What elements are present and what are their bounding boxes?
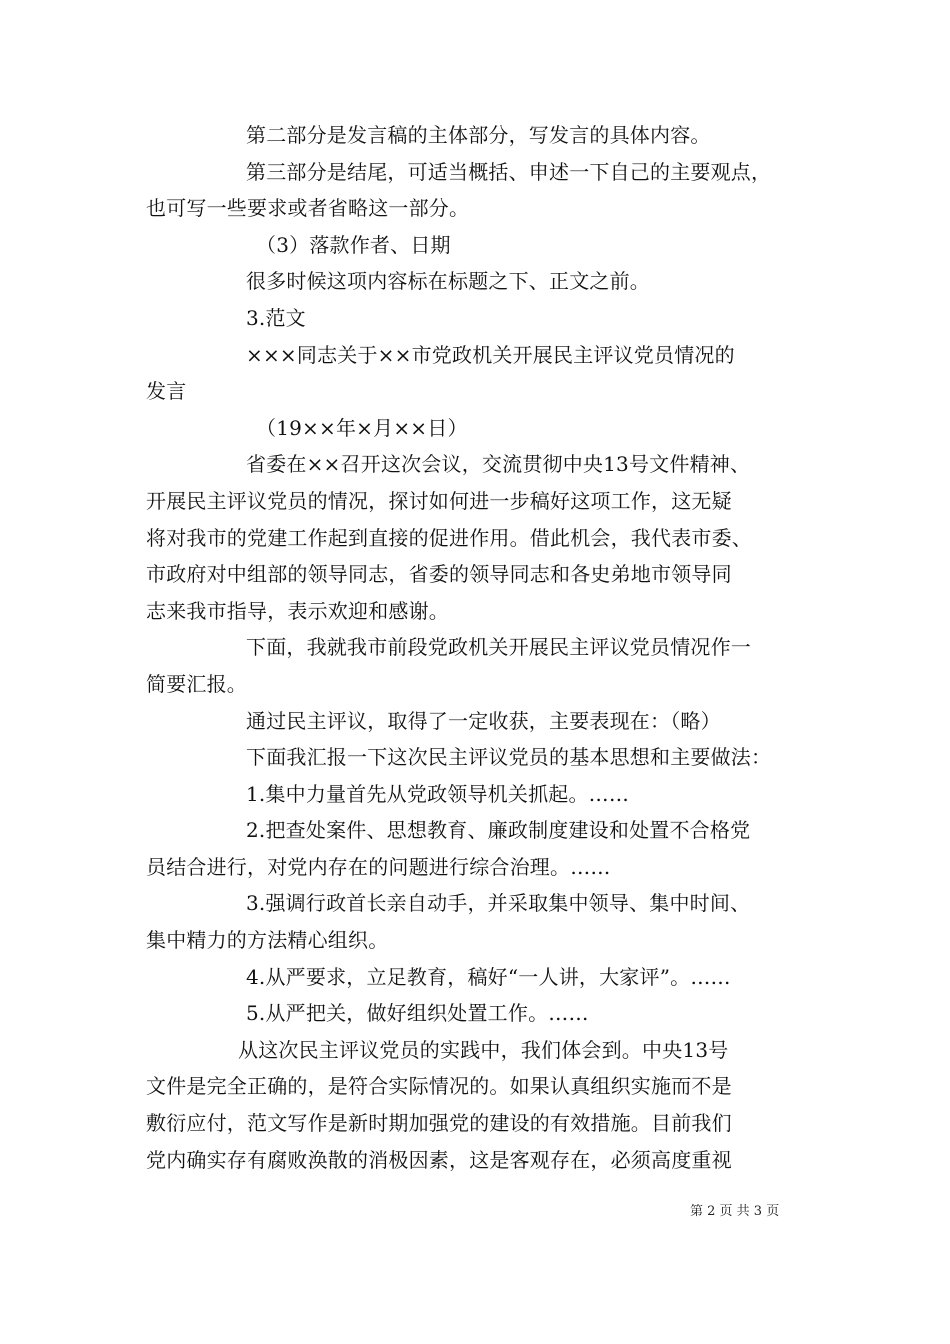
text-line: 第三部分是结尾，可适当概括、申述一下自己的主要观点， [246, 159, 772, 184]
text-line: 市政府对中组部的领导同志，省委的领导同志和各史弟地市领导同 [146, 562, 732, 587]
text-line: 下面，我就我市前段党政机关开展民主评议党员情况作一 [246, 635, 751, 660]
text-line: 下面我汇报一下这次民主评议党员的基本思想和主要做法： [246, 745, 772, 770]
text-line: 从这次民主评议党员的实践中，我们体会到。中央13号 [238, 1037, 729, 1062]
text-line: 集中精力的方法精心组织。 [146, 928, 389, 953]
text-line: 发言 [146, 379, 187, 404]
text-line: 通过民主评议，取得了一定收获，主要表现在：（略） [246, 708, 721, 733]
text-line: 3.范文 [246, 305, 306, 330]
text-line: 很多时候这项内容标在标题之下、正文之前。 [246, 269, 650, 294]
text-line: （3）落款作者、日期 [256, 232, 451, 257]
text-line: 2.把查处案件、思想教育、廉政制度建设和处置不合格党 [246, 818, 751, 843]
text-line: 第二部分是发言稿的主体部分，写发言的具体内容。 [246, 123, 711, 147]
text-line: 5.从严把关，做好组织处置工作。…… [246, 1001, 589, 1026]
text-line: 1.集中力量首先从党政领导机关抓起。…… [246, 781, 630, 806]
text-line: 也可写一些要求或者省略这一部分。 [146, 196, 470, 221]
text-line: 将对我市的党建工作起到直接的促进作用。借此机会，我代表市委、 [146, 525, 752, 550]
text-line: 3.强调行政首长亲自动手，并采取集中领导、集中时间、 [246, 891, 751, 916]
text-line: 文件是完全正确的，是符合实际情况的。如果认真组织实施而不是 [146, 1074, 732, 1099]
page-number: 第 2 页 共 3 页 [690, 1204, 780, 1219]
text-line: 党内确实存有腐败涣散的消极因素，这是客观存在，必须高度重视 [146, 1147, 732, 1172]
document-body [146, 117, 810, 1178]
text-line: 简要汇报。 [146, 671, 247, 696]
text-line: 敷衍应付，范文写作是新时期加强党的建设的有效措施。目前我们 [146, 1111, 732, 1136]
text-line: （19××年×月××日） [256, 415, 468, 440]
text-line: 员结合进行，对党内存在的问题进行综合治理。…… [146, 854, 611, 879]
text-line: 省委在××召开这次会议，交流贯彻中央13号文件精神、 [246, 452, 751, 477]
text-line: 开展民主评议党员的情况，探讨如何进一步稿好这项工作，这无疑 [146, 488, 732, 513]
text-line: 志来我市指导，表示欢迎和感谢。 [146, 598, 449, 623]
text-line: ×××同志关于××市党政机关开展民主评议党员情况的 [246, 342, 735, 367]
text-line: 4.从严要求，立足教育，稿好“一人讲，大家评”。…… [246, 964, 731, 989]
